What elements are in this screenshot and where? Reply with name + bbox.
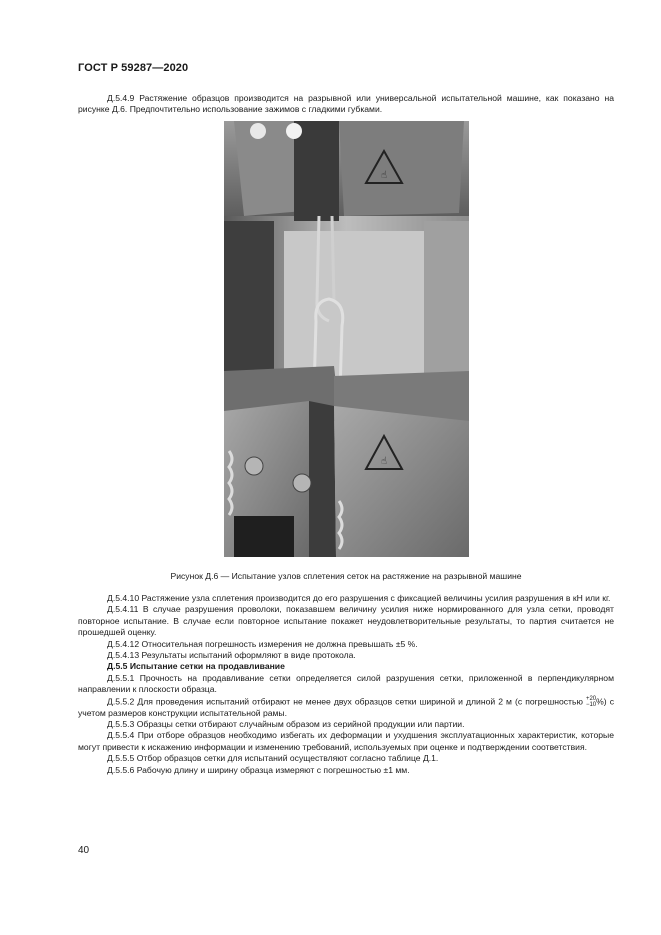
paragraph-5-4-10: Д.5.4.10 Растяжение узла сплетения производится до его разрушения с фиксацией величины усилия разрушения в кН или кг.	[107, 593, 611, 603]
paragraph-5-5-4: Д.5.5.4 При отборе образцов необходимо избегать их деформации и ухудшения эксплуатационных характеристик, которые могут привести к искажению информации и изменению требований, используемых при оценке и подтверждении соответствия.	[78, 730, 614, 752]
test-machine-photo	[224, 121, 469, 557]
paragraph-5-5-1: Д.5.5.1 Прочность на продавливание сетки определяется силой разрушения сетки, приложенной в перпендикулярном направлении к плоскости образца.	[78, 672, 614, 695]
paragraph-5-5-2-start: Д.5.5.2 Для проведения испытаний отбирают не менее двух образцов сетки шириной и длиной 2 м (с погрешностью	[107, 695, 586, 706]
paragraph-5-4-13: Д.5.4.13 Результаты испытаний оформляют в виде протокола.	[107, 650, 356, 661]
body-section	[78, 593, 614, 776]
intro-section	[78, 93, 614, 116]
paragraph-5-5-2	[78, 696, 614, 719]
paragraph-5-5-2-end: %) с учетом размеров конструкции испытательной рамы.	[78, 695, 615, 718]
page-number: 40	[78, 845, 90, 856]
tolerance-upper: +20	[585, 695, 597, 702]
paragraph-5-5-3: Д.5.5.3 Образцы сетки отбирают случайным образом из серийной продукции или партии.	[107, 719, 465, 730]
section-heading-5-5: Д.5.5 Испытание сетки на продавливание	[107, 661, 285, 672]
svg-text:☝: ☝	[380, 170, 388, 181]
figure-caption: Рисунок Д.6 — Испытание узлов сплетения сеток на растяжение на разрывной машине	[170, 571, 522, 581]
document-header: ГОСТ Р 59287—2020	[78, 62, 189, 74]
paragraph-5-4-11: Д.5.4.11 В случае разрушения проволоки, показавшем величину усилия ниже нормированного для узла сетки, проводят повторное испытание. В случае если повторное испытание покажет неудовлетворительные результаты, то партия считается не прошедшей оценку.	[78, 604, 614, 638]
tolerance-fraction	[586, 696, 596, 708]
paragraph-5-5-6: Д.5.5.6 Рабочую длину и ширину образца измеряют с погрешностью ±1 мм.	[107, 764, 410, 775]
paragraph-5-4-12: Д.5.4.12 Относительная погрешность измерения не должна превышать ±5 %.	[107, 638, 418, 649]
paragraph-5-4-9: Д.5.4.9 Растяжение образцов производится на разрывной или универсальной испытательной машине, как показано на рисунке Д.6. Предпочтительно использование зажимов с гладкими губками.	[78, 93, 614, 115]
svg-text:☝: ☝	[380, 456, 388, 467]
paragraph-5-5-5: Д.5.5.5 Отбор образцов сетки для испытаний осуществляют согласно таблице Д.1.	[107, 753, 439, 764]
tolerance-lower: −10	[585, 701, 597, 708]
